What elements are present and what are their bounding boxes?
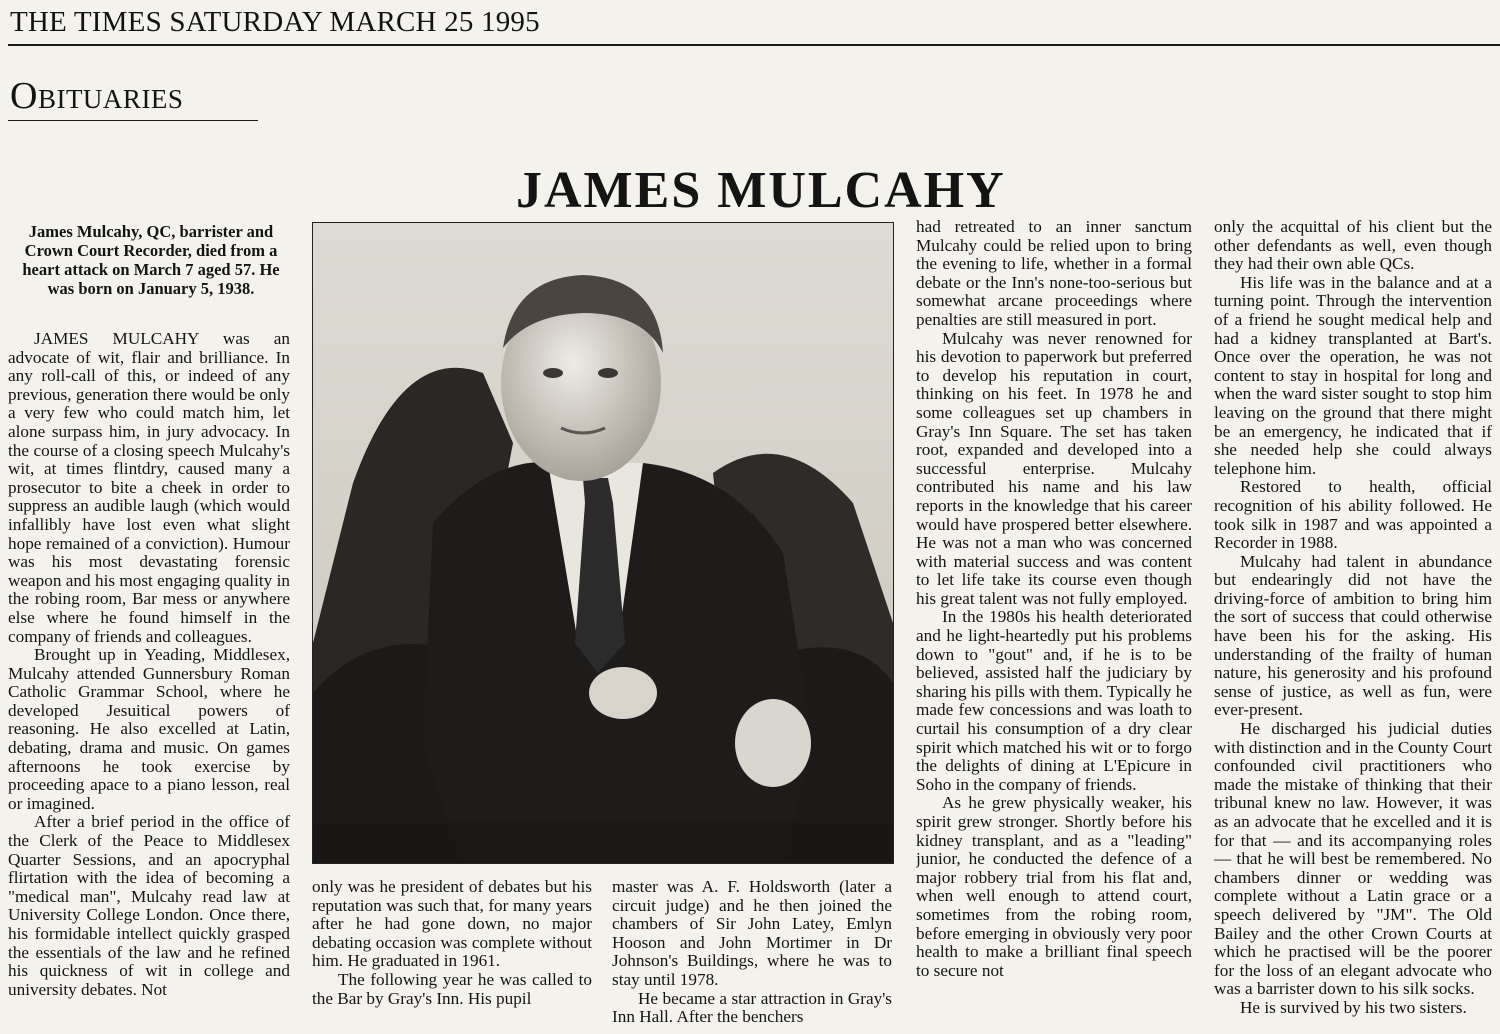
paragraph: only was he president of debates but his reputation was such that, for many years after he had gone down, no major debating occasion was complete without him. He graduated in 1961. (312, 878, 592, 971)
paragraph: He is survived by his two sisters. (1240, 997, 1467, 1017)
article-column-4 (916, 218, 1192, 1034)
headline: JAMES MULCAHY (516, 162, 1006, 219)
masthead: THE TIMES SATURDAY MARCH 25 1995 (10, 6, 540, 38)
paragraph: His life was in the balance and at a turning point. Through the intervention of a friend he sought medical help and had a kidney transplanted at Bart's. Once over the operation, he was not content to stay in hospital for long and when the ward sister sought to stop him leaving on the ground that there might be an emergency, he indicated that if she needed help she could always telephone him. (1214, 272, 1492, 478)
portrait-illustration (313, 223, 893, 863)
paragraph: Brought up in Yeading, Middlesex, Mulcahy attended Gunnersbury Roman Catholic Grammar School, where he developed Jesuitical powers of reasoning. He also excelled at Latin, debating, drama and music. On games afternoons he took exercise by proceeding apace to a piano lesson, real or imagined. (8, 645, 290, 813)
paragraph: He became a star attraction in Gray's Inn Hall. After the benchers (612, 988, 892, 1027)
paragraph: Restored to health, official recognition of his ability followed. He took silk in 1987 and was appointed a Recorder in 1988. (1214, 477, 1492, 553)
paragraph: In the 1980s his health deteriorated and he light-heartedly put his problems down to "gout" and, if he is to be believed, assisted half the judiciary by sharing his pills with them. Typically he made few concessions and was loath to curtail his consumption of a dry clear spirit which matched his wit or to forgo the delights of dining at L'Epicure in Soho in the company of friends. (916, 607, 1192, 794)
paragraph: After a brief period in the office of the Clerk of the Peace to Middlesex Quarter Sessions, and an apocryphal flirtation with the idea of becoming a "medical man", Mulcahy read law at University College London. Once there, his formidable intellect quickly grasped the essentials of the law and he refined his quickness of wit in college and university debates. Not (8, 812, 290, 999)
portrait-photo (312, 222, 894, 864)
paragraph: JAMES MULCAHY was an advocate of wit, flair and brilliance. In any roll-call of this, or indeed of any previous, generation there would be only a very few who could match him, let alone surpass him, in jury advocacy. In the course of a closing speech Mulcahy's wit, at times flintdry, caused many a prosecutor to bite a cheek in order to suppress an audible laugh (which would infallibly have lost even what slight hope remained of a conviction). Humour was his most devastating forensic weapon and his most engaging quality in the robing room, Bar mess or anywhere else where he found himself in the company of friends and colleagues. (8, 330, 290, 646)
section-title: Obituaries (10, 75, 184, 117)
section-rule (8, 120, 258, 121)
article-column-2 (312, 878, 592, 1034)
paragraph: only the acquittal of his client but the other defendants as well, even though they had their own able QCs. (1214, 218, 1492, 274)
standfirst: James Mulcahy, QC, barrister and Crown Court Recorder, died from a heart attack on March 7 aged 57. He was born on January 5, 1938. (22, 222, 280, 298)
paragraph: As he grew physically weaker, his spirit grew stronger. Shortly before his kidney transplant, and as a "leading" junior, he conducted the defence of a major robbery trial from his flat and, when well enough to attend court, sometimes from the robing room, before emerging in obviously very poor health to make a brilliant final speech to secure not (916, 793, 1192, 980)
paragraph: He discharged his judicial duties with distinction and in the County Court confounded civil practitioners who made the mistake of thinking that their tribunal knew no law. However, it was as an advocate that he excelled and it is for that — and its accompanying roles — that he will best be remembered. No chambers dinner or wedding was complete without a Latin grace or a speech delivered by "JM". The Old Bailey and the other Crown Courts at which he practised will be the poorer for the loss of an elegant advocate who was a barrister down to his silk socks. (1214, 719, 1492, 999)
paragraph: master was A. F. Holdsworth (later a circuit judge) and he then joined the chambers of Sir John Latey, Emlyn Hooson and John Mortimer in Dr Johnson's Buildings, where he was to stay until 1978. (612, 878, 892, 989)
paragraph: Mulcahy was never renowned for his devotion to paperwork but preferred to develop his reputation in court, thinking on his feet. In 1978 he and some colleagues set up chambers in Gray's Inn Square. The set has taken root, expanded and developed into a successful enterprise. Mulcahy contributed his name and his law reports in the knowledge that his career would have prospered better elsewhere. He was not a man who was concerned with material success and was content to let life take its course even though his great talent was not fully employed. (916, 328, 1192, 608)
article-column-5 (1214, 218, 1492, 1034)
masthead-rule (8, 44, 1500, 46)
article-column-1 (8, 330, 290, 1030)
paragraph: had retreated to an inner sanctum Mulcahy could be relied upon to bring the evening to life, whether in a formal debate or the Inn's none-too-serious but somewhat arcane proceedings where penalties are still measured in port. (916, 218, 1192, 329)
paragraph: Mulcahy had talent in abundance but endearingly did not have the driving-force of ambition to bring him the sort of success that could otherwise have been his for the asking. His understanding of the frailty of human nature, his generosity and his profound sense of justice, as well as fun, were ever-present. (1214, 551, 1492, 720)
paragraph: The following year he was called to the Bar by Gray's Inn. His pupil (312, 969, 592, 1008)
article-column-3 (612, 878, 892, 1034)
